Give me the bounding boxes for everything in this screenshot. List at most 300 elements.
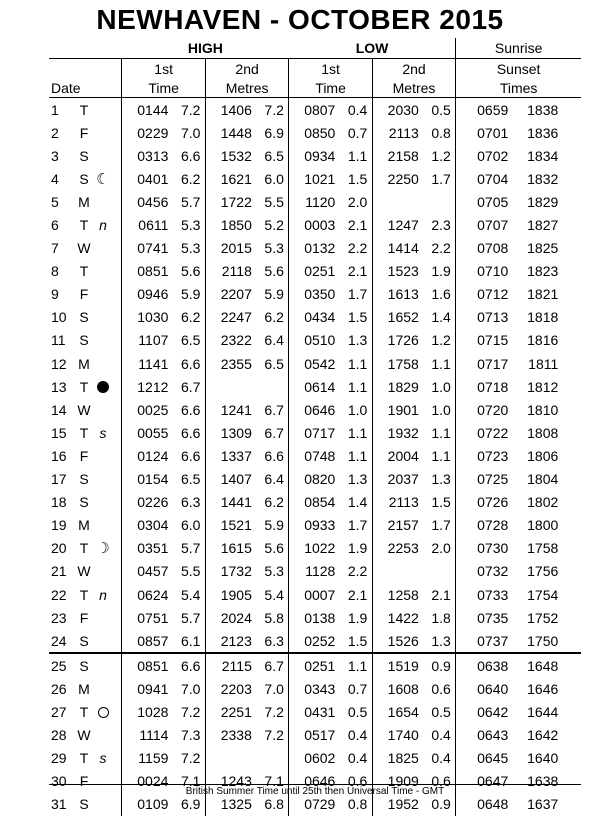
low-first-height: 1.3	[347, 471, 368, 488]
low-second-cell	[372, 583, 455, 606]
high-first-height: 7.1	[180, 773, 201, 790]
table-row	[49, 537, 581, 560]
sun-times-cell	[456, 629, 581, 653]
sunset-time: 1811	[528, 355, 559, 372]
table-row	[49, 375, 581, 398]
low-first-cell	[289, 283, 372, 306]
weekday: M	[78, 355, 90, 372]
low-first-height: 0.7	[347, 680, 368, 697]
day-number: 13	[51, 378, 67, 395]
low-first-height: 0.7	[347, 124, 368, 141]
weekday: S	[79, 332, 89, 349]
high-second-time: 2024	[220, 609, 252, 626]
high-second-time: 1309	[220, 424, 252, 441]
high-second-cell	[205, 329, 288, 352]
low-first-time: 0729	[304, 796, 336, 813]
high-first-time: 0304	[137, 517, 169, 534]
day-number: 17	[51, 471, 67, 488]
low-second-time: 1519	[387, 657, 419, 674]
high-second-cell	[205, 606, 288, 629]
high-first-height: 7.2	[180, 101, 201, 118]
day-number: 16	[51, 447, 67, 464]
low-second-cell	[372, 560, 455, 583]
high-first-time: 1141	[138, 355, 169, 372]
high-second-time: 2123	[220, 632, 252, 649]
low-second-time: 2113	[388, 494, 419, 511]
table-row	[49, 421, 581, 444]
high-first-cell	[122, 98, 205, 122]
low-first-height: 1.1	[347, 147, 368, 164]
high-second-time: 1732	[220, 563, 252, 580]
low-second-time: 1952	[387, 796, 419, 813]
table-row	[49, 583, 581, 606]
low-first-height: 1.1	[347, 378, 368, 395]
table-row	[49, 260, 581, 283]
low-second-time: 1422	[387, 609, 419, 626]
high-first-height: 7.2	[180, 703, 201, 720]
high-first-height: 5.7	[180, 193, 201, 210]
spring-marker: s	[99, 750, 107, 767]
high-second-cell	[205, 537, 288, 560]
weekday: T	[79, 217, 89, 234]
high-first-height: 5.6	[180, 263, 201, 280]
high-first-time: 0055	[137, 424, 169, 441]
high-second-cell	[205, 190, 288, 213]
high-first-time: 1212	[137, 378, 169, 395]
high-first-cell	[122, 629, 205, 653]
quarter-moon-icon: ☽	[96, 540, 110, 558]
tide-table	[49, 38, 581, 816]
weekday: M	[78, 193, 90, 210]
day-number: 9	[51, 286, 59, 303]
high-first-height: 5.3	[180, 240, 201, 257]
low-first-time: 0251	[304, 657, 336, 674]
high-second-height: 6.7	[264, 657, 284, 674]
low-second-height: 0.9	[431, 796, 451, 813]
high-first-time: 0741	[137, 240, 169, 257]
high-first-time: 0144	[137, 101, 169, 118]
sunset-time: 1756	[527, 563, 559, 580]
low-first-height: 0.8	[347, 796, 368, 813]
high-second-height: 5.6	[264, 263, 284, 280]
low-second-cell	[372, 144, 455, 167]
header-row-1	[49, 38, 581, 59]
sun-times-cell	[456, 491, 581, 514]
high-first-height: 6.2	[180, 170, 201, 187]
sunset-time: 1808	[527, 424, 559, 441]
weekday: S	[79, 309, 89, 326]
high-first-time: 1114	[139, 727, 169, 744]
low-second-time: 1901	[387, 401, 419, 418]
high-second-time: 2338	[220, 727, 252, 744]
high-first-time: 1030	[137, 309, 169, 326]
table-row	[49, 606, 581, 629]
low-first-cell	[289, 491, 372, 514]
high-heading: HIGH	[187, 40, 223, 56]
low-first-height: 2.1	[347, 217, 368, 234]
low-first-time: 0602	[304, 750, 336, 767]
low-first-height: 1.1	[347, 424, 368, 441]
sun-times-cell	[456, 677, 581, 700]
low-first-cell	[289, 537, 372, 560]
date-heading: Date	[49, 78, 122, 98]
sunrise-time: 0725	[477, 471, 509, 488]
low-second-height: 2.1	[431, 586, 451, 603]
low-second-time: 2157	[387, 517, 419, 534]
sunset-time: 1838	[527, 101, 559, 118]
weekday: T	[79, 586, 89, 603]
high-second-height: 7.2	[264, 727, 284, 744]
low-first-height: 0.6	[347, 773, 368, 790]
sun-times-cell	[456, 306, 581, 329]
high-second-height: 6.7	[264, 401, 284, 418]
low-second-time: 1523	[387, 263, 419, 280]
low-first-height: 2.0	[347, 193, 368, 210]
table-row	[49, 190, 581, 213]
weekday: S	[79, 796, 89, 813]
sunrise-time: 0708	[477, 240, 509, 257]
high-second-height: 6.6	[264, 447, 284, 464]
page-title: NEWHAVEN - OCTOBER 2015	[96, 4, 504, 35]
high-first-height: 7.0	[180, 124, 201, 141]
low-first-height: 0.4	[347, 101, 368, 118]
day-number: 25	[51, 657, 67, 674]
high-second-cell	[205, 121, 288, 144]
high-first-cell	[122, 583, 205, 606]
day-number: 23	[51, 609, 67, 626]
high-first-cell	[122, 190, 205, 213]
low-second-time: 1829	[387, 378, 419, 395]
sun-times-cell	[456, 190, 581, 213]
low-second-cell	[372, 352, 455, 375]
high-first-cell	[122, 237, 205, 260]
day-number: 28	[51, 727, 67, 744]
high-first-cell	[122, 260, 205, 283]
high-second-cell	[205, 375, 288, 398]
sunrise-time: 0728	[477, 517, 509, 534]
high-first-time: 0124	[137, 447, 169, 464]
low-second-height: 1.3	[431, 471, 451, 488]
high-first-cell	[122, 700, 205, 723]
low-first-cell	[289, 329, 372, 352]
low-second-time: 1258	[387, 586, 419, 603]
low-first-cell	[289, 514, 372, 537]
high-second-cell	[205, 167, 288, 190]
day-number: 3	[51, 147, 59, 164]
low-first-cell	[289, 629, 372, 653]
high-first-time: 1028	[137, 703, 169, 720]
high-second-cell	[205, 514, 288, 537]
weekday: T	[79, 263, 89, 280]
low-first-time: 1022	[304, 540, 336, 557]
low-first-cell	[289, 700, 372, 723]
low-second-height: 1.9	[431, 263, 451, 280]
high-second-time: 1621	[220, 170, 252, 187]
sunrise-time: 0717	[477, 355, 509, 372]
sunset-time: 1827	[527, 217, 559, 234]
low-second-height: 0.8	[431, 124, 451, 141]
low-first-time: 0517	[304, 727, 336, 744]
low-second-cell	[372, 491, 455, 514]
table-row	[49, 121, 581, 144]
low-second-height: 1.7	[431, 170, 451, 187]
weekday: T	[79, 424, 89, 441]
low-second-cell	[372, 213, 455, 236]
high-second-time: 1448	[220, 124, 252, 141]
low-second-cell	[372, 421, 455, 444]
high-first-cell	[122, 514, 205, 537]
low-second-cell	[372, 283, 455, 306]
weekday: S	[79, 494, 89, 511]
low-first-cell	[289, 653, 372, 677]
high-second-cell	[205, 560, 288, 583]
low-second-height: 1.7	[431, 517, 451, 534]
day-number: 22	[51, 586, 67, 603]
high-second-time: 1905	[220, 586, 252, 603]
sun-times-cell	[456, 167, 581, 190]
high-second-time: 1243	[220, 773, 252, 790]
low-first-time: 0138	[304, 609, 336, 626]
sun-times-cell	[456, 421, 581, 444]
high-second-cell	[205, 444, 288, 467]
high-first-cell	[122, 144, 205, 167]
high-first-height: 6.9	[180, 796, 201, 813]
low-second-cell	[372, 468, 455, 491]
sunrise-time: 0713	[477, 309, 509, 326]
high-first-height: 7.3	[180, 727, 201, 744]
table-row	[49, 700, 581, 723]
header-row-2	[49, 59, 581, 79]
high-second-height: 6.5	[264, 147, 284, 164]
high-first-height: 5.3	[180, 217, 201, 234]
weekday: T	[79, 750, 89, 767]
low-first-time: 0820	[304, 471, 336, 488]
high-second-time: 1615	[220, 540, 252, 557]
high-second-height: 7.1	[264, 773, 284, 790]
low-first-cell	[289, 352, 372, 375]
sunrise-time: 0735	[477, 609, 509, 626]
high-first-time: 0109	[137, 796, 169, 813]
day-number: 27	[51, 703, 67, 720]
high-second-cell	[205, 653, 288, 677]
sunrise-time: 0707	[477, 217, 509, 234]
sunset-time: 1832	[527, 170, 559, 187]
low-first-cell	[289, 747, 372, 770]
low-second-time: 1652	[387, 309, 419, 326]
low-second-height: 2.2	[431, 240, 451, 257]
sunrise-time: 0710	[477, 263, 509, 280]
high-first-height: 6.2	[180, 309, 201, 326]
high-second-cell	[205, 283, 288, 306]
high-first-cell	[122, 421, 205, 444]
spring-marker: s	[99, 424, 107, 441]
low-first-cell	[289, 144, 372, 167]
sun-times-cell	[456, 213, 581, 236]
weekday: S	[79, 471, 89, 488]
high-first-cell	[122, 329, 205, 352]
table-row	[49, 677, 581, 700]
sun-times-cell	[456, 537, 581, 560]
high-second-time: 2355	[220, 355, 252, 372]
sunset-time: 1642	[527, 727, 559, 744]
sunset-time: 1640	[527, 750, 559, 767]
day-number: 24	[51, 632, 67, 649]
high-second-height: 6.3	[264, 632, 284, 649]
high-first-cell	[122, 560, 205, 583]
table-row	[49, 491, 581, 514]
low-first-cell	[289, 98, 372, 122]
high-second-cell	[205, 700, 288, 723]
times-heading: Times	[456, 78, 581, 98]
high-second-time: 1532	[220, 147, 252, 164]
sunset-heading: Sunset	[456, 59, 581, 79]
high-first-height: 6.6	[180, 355, 201, 372]
high-first-height: 5.7	[180, 609, 201, 626]
low-first-height: 1.7	[347, 286, 368, 303]
low-second-height: 1.3	[431, 632, 451, 649]
low-second-height: 1.4	[431, 309, 451, 326]
high-second-cell	[205, 724, 288, 747]
high-first-cell	[122, 724, 205, 747]
low-second-time: 2253	[387, 540, 419, 557]
low-first-cell	[289, 677, 372, 700]
day-number: 10	[51, 309, 67, 326]
high-second-time: 1337	[220, 447, 252, 464]
low-second-cell	[372, 329, 455, 352]
sunrise-time: 0720	[477, 401, 509, 418]
high-first-time: 0851	[137, 657, 169, 674]
low-first-height: 1.7	[347, 517, 368, 534]
neap-marker: n	[99, 217, 107, 234]
high-second-height: 6.0	[264, 170, 284, 187]
high-first-height: 6.6	[180, 147, 201, 164]
high-first-cell	[122, 375, 205, 398]
full-moon-icon	[97, 381, 109, 393]
low-first-height: 0.5	[347, 703, 368, 720]
high-second-height: 7.2	[264, 101, 284, 118]
low-first-cell	[289, 121, 372, 144]
low-first-time: 0934	[304, 147, 336, 164]
high-second-height: 5.3	[264, 240, 284, 257]
low-first-cell	[289, 560, 372, 583]
weekday: T	[79, 101, 89, 118]
low-first-cell	[289, 724, 372, 747]
low-second-time: 2004	[387, 447, 419, 464]
sunrise-time: 0737	[477, 632, 509, 649]
high-first-height: 6.1	[180, 632, 201, 649]
low-first-cell	[289, 583, 372, 606]
low-second-cell	[372, 629, 455, 653]
low-second-height: 1.1	[431, 424, 451, 441]
low-first-time: 0007	[304, 586, 336, 603]
day-number: 14	[51, 401, 67, 418]
low-first-height: 1.1	[347, 657, 368, 674]
low-second-time: 2250	[387, 170, 419, 187]
sunset-time: 1818	[527, 309, 559, 326]
low-second-height: 1.0	[431, 378, 451, 395]
low-second-cell	[372, 537, 455, 560]
high-second-height: 6.4	[264, 471, 284, 488]
sunset-time: 1816	[527, 332, 559, 349]
sunrise-time: 0722	[477, 424, 509, 441]
low-first-cell	[289, 421, 372, 444]
sunset-time: 1754	[527, 586, 559, 603]
low-second-height: 0.6	[431, 773, 451, 790]
low-first-height: 1.0	[347, 401, 368, 418]
low-first-cell	[289, 468, 372, 491]
sunset-time: 1823	[527, 263, 559, 280]
high-first-cell	[122, 121, 205, 144]
low-second-cell	[372, 260, 455, 283]
sunrise-time: 0643	[477, 727, 509, 744]
low-second-time: 2037	[387, 471, 419, 488]
table-row	[49, 167, 581, 190]
low-first-cell	[289, 190, 372, 213]
high-second-cell	[205, 306, 288, 329]
high-first-height: 6.0	[180, 517, 201, 534]
low-second-cell	[372, 677, 455, 700]
high-second-time: 1441	[220, 494, 252, 511]
low-second-time: 1726	[387, 332, 419, 349]
low-second-time: 1932	[387, 424, 419, 441]
sunrise-time: 0718	[477, 378, 509, 395]
high-second-time: 2118	[221, 263, 252, 280]
high-second-cell	[205, 583, 288, 606]
high-first-height: 6.6	[180, 447, 201, 464]
low-second-height: 1.1	[431, 447, 451, 464]
low-second-cell	[372, 514, 455, 537]
high-first-height: 5.9	[180, 286, 201, 303]
high-second-height: 5.4	[264, 586, 284, 603]
low-first-cell	[289, 306, 372, 329]
weekday: F	[79, 447, 89, 464]
low-first-height: 2.2	[347, 240, 368, 257]
low-second-height: 2.3	[431, 217, 451, 234]
sunset-time: 1825	[527, 240, 559, 257]
low-first-time: 0646	[304, 773, 336, 790]
low-second-cell	[372, 98, 455, 122]
high-second-time: 1406	[220, 101, 252, 118]
high-first-time: 0624	[137, 586, 169, 603]
table-row	[49, 144, 581, 167]
high-second-time: 2015	[220, 240, 252, 257]
high-first-cell	[122, 167, 205, 190]
low-second-cell	[372, 167, 455, 190]
table-row	[49, 514, 581, 537]
high-first-time: 1107	[138, 332, 169, 349]
table-row	[49, 352, 581, 375]
day-number: 21	[51, 563, 67, 580]
sun-times-cell	[456, 444, 581, 467]
sun-times-cell	[456, 606, 581, 629]
sun-times-cell	[456, 514, 581, 537]
sunset-time: 1810	[527, 401, 559, 418]
high-first-height: 7.2	[180, 750, 201, 767]
high-first-cell	[122, 352, 205, 375]
table-row	[49, 468, 581, 491]
low-second-time: 1526	[387, 632, 419, 649]
low-first-time: 0717	[304, 424, 336, 441]
header-row-3	[49, 78, 581, 98]
low-second-height: 2.0	[431, 540, 451, 557]
sun-times-cell	[456, 375, 581, 398]
high-first-cell	[122, 398, 205, 421]
low-second-time: 1909	[387, 773, 419, 790]
low-first-time: 1021	[304, 170, 336, 187]
high-second-cell	[205, 260, 288, 283]
sunrise-time: 0647	[477, 773, 509, 790]
high-time-heading: Time	[122, 78, 205, 98]
